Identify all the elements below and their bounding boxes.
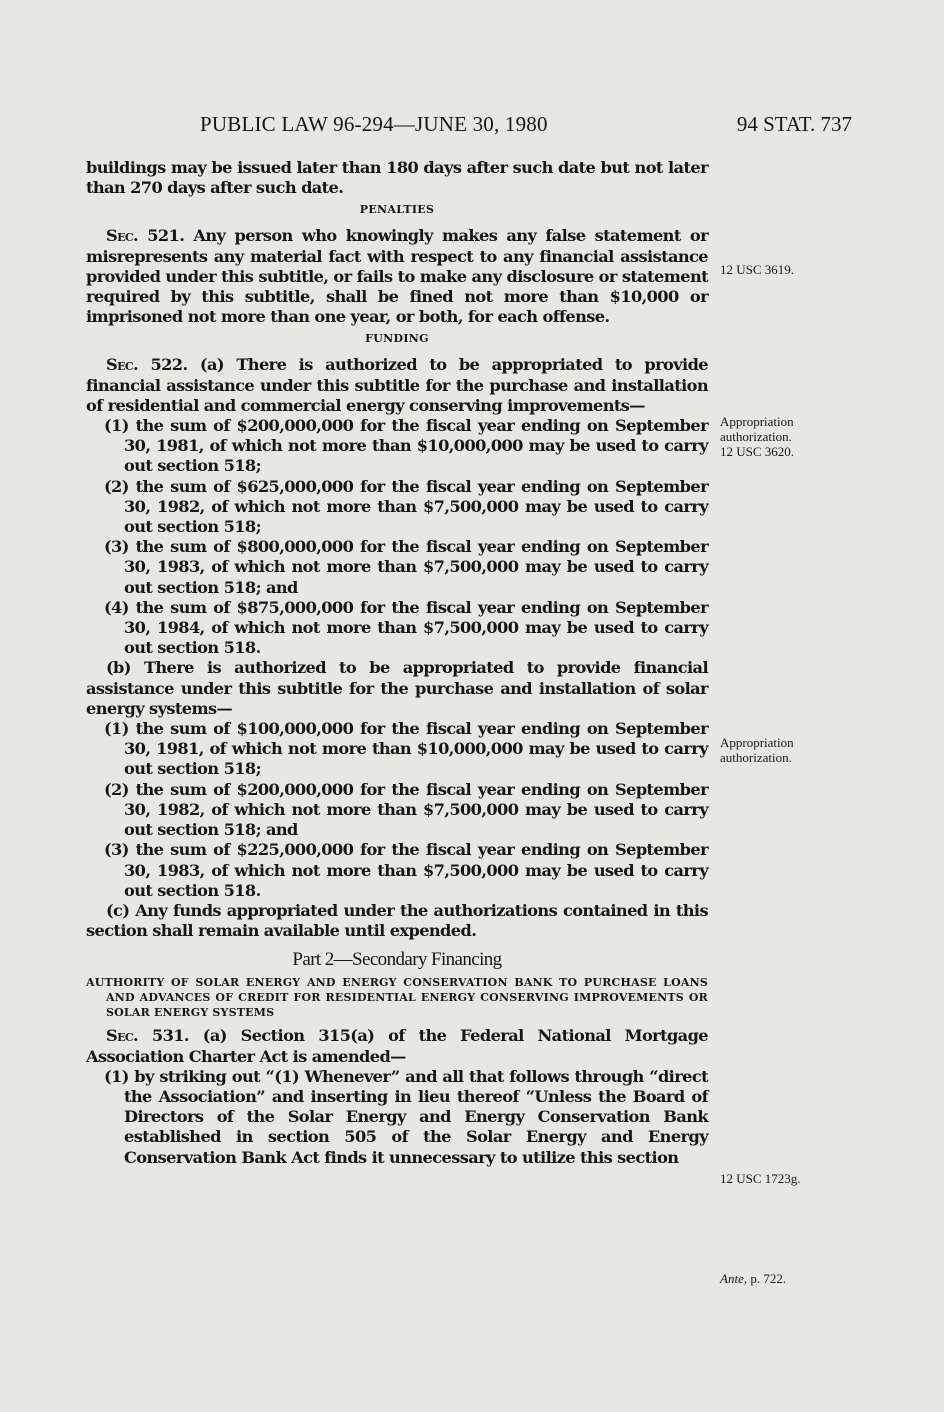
paragraph-b2: (2) the sum of $200,000,000 for the fiscal year ending on September 30, 1982, of which not more than $7,500,000 may be used to carry out section 518; and <box>104 779 708 840</box>
part-heading: Part 2—Secondary Financing <box>292 949 502 971</box>
paragraph-a1: (1) the sum of $200,000,000 for the fiscal year ending on September 30, 1981, of which not more than $10,000,000 may be used to carry out section 518; <box>104 416 708 476</box>
margin-line: 12 USC 3620. <box>720 444 795 459</box>
paragraph-531-1: (1) by striking out “(1) Whenever” and all that follows through “direct the Association” and inserting in lieu thereof “Unless the Board of Directors of the Solar Energy and Energy Conservation Bank established in section 505 of the Solar Energy and Energy Conservation Bank Act finds it unnecessary to utilize this section <box>104 1066 708 1167</box>
margin-note-ante <box>720 1271 840 1286</box>
paragraph-a4: (4) the sum of $875,000,000 for the fiscal year ending on September 30, 1984, of which not more than $7,500,000 may be used to carry out section 518. <box>104 597 708 658</box>
margin-note-3619: 12 USC 3619. <box>720 262 795 277</box>
statute-citation: 94 STAT. 737 <box>736 112 852 136</box>
margin-line: Appropriation <box>720 735 794 750</box>
margin-ante-italic: Ante, <box>720 1271 748 1286</box>
page-header <box>200 112 852 142</box>
section-label: Sec. <box>106 226 139 246</box>
section-522b: (b) There is authorized to be appropriated to provide financial assistance under this subtitle for the purchase and installation of solar energy systems— <box>86 658 708 718</box>
margin-note-appropriation-2 <box>720 735 840 765</box>
paragraph-b1: (1) the sum of $100,000,000 for the fiscal year ending on September 30, 1981, of which not more than $10,000,000 may be used to carry out section 518; <box>104 719 708 779</box>
paragraph-b3: (3) the sum of $225,000,000 for the fiscal year ending on September 30, 1983, of which not more than $7,500,000 may be used to carry out section 518. <box>104 840 708 900</box>
margin-ante-page: p. 722. <box>747 1271 787 1286</box>
body-text <box>86 158 708 1168</box>
section-521-text: 521. Any person who knowingly makes any false statement or misrepresents any material fact with respect to any financial assistance provided under this subtitle, or fails to make any disclosure or statement required by this subtitle, shall be fined not more than $10,000 or imprisoned not more than one year, or both, for each offense. <box>86 226 708 327</box>
margin-line: authorization. <box>720 429 792 444</box>
section-522a <box>86 355 708 416</box>
section-label: Sec. <box>106 355 139 375</box>
intro-paragraph: buildings may be issued later than 180 days after such date but not later than 270 days after such date. <box>86 158 708 198</box>
margin-note-appropriation-1 <box>720 414 840 459</box>
section-heading-authority: AUTHORITY OF SOLAR ENERGY AND ENERGY CONSERVATION BANK TO PURCHASE LOANS AND ADVANCES OF CREDIT FOR RESIDENTIAL ENERGY CONSERVING IMPROVEMENTS OR SOLAR ENERGY SYSTEMS <box>86 976 708 1020</box>
section-531-text: 531. (a) Section 315(a) of the Federal National Mortgage Association Charter Act is amended— <box>86 1026 708 1066</box>
section-531 <box>86 1026 708 1066</box>
margin-line: Appropriation <box>720 414 794 429</box>
section-heading-penalties: PENALTIES <box>359 203 435 217</box>
section-522c: (c) Any funds appropriated under the authorizations contained in this section shall remain available until expended. <box>86 900 708 941</box>
section-label: Sec. <box>106 1026 139 1046</box>
margin-note-1723g: 12 USC 1723g. <box>720 1171 801 1186</box>
section-522a-text: 522. (a) There is authorized to be appropriated to provide financial assistance under this subtitle for the purchase and installation of residential and commercial energy conserving improvements— <box>86 355 708 415</box>
margin-line: authorization. <box>720 750 792 765</box>
header-title: PUBLIC LAW 96-294—JUNE 30, 1980 <box>200 112 548 136</box>
section-heading-funding: FUNDING <box>365 332 429 346</box>
section-521 <box>86 226 708 327</box>
paragraph-a3: (3) the sum of $800,000,000 for the fiscal year ending on September 30, 1983, of which not more than $7,500,000 may be used to carry out section 518; and <box>104 537 708 597</box>
paragraph-a2: (2) the sum of $625,000,000 for the fiscal year ending on September 30, 1982, of which not more than $7,500,000 may be used to carry out section 518; <box>104 476 708 537</box>
